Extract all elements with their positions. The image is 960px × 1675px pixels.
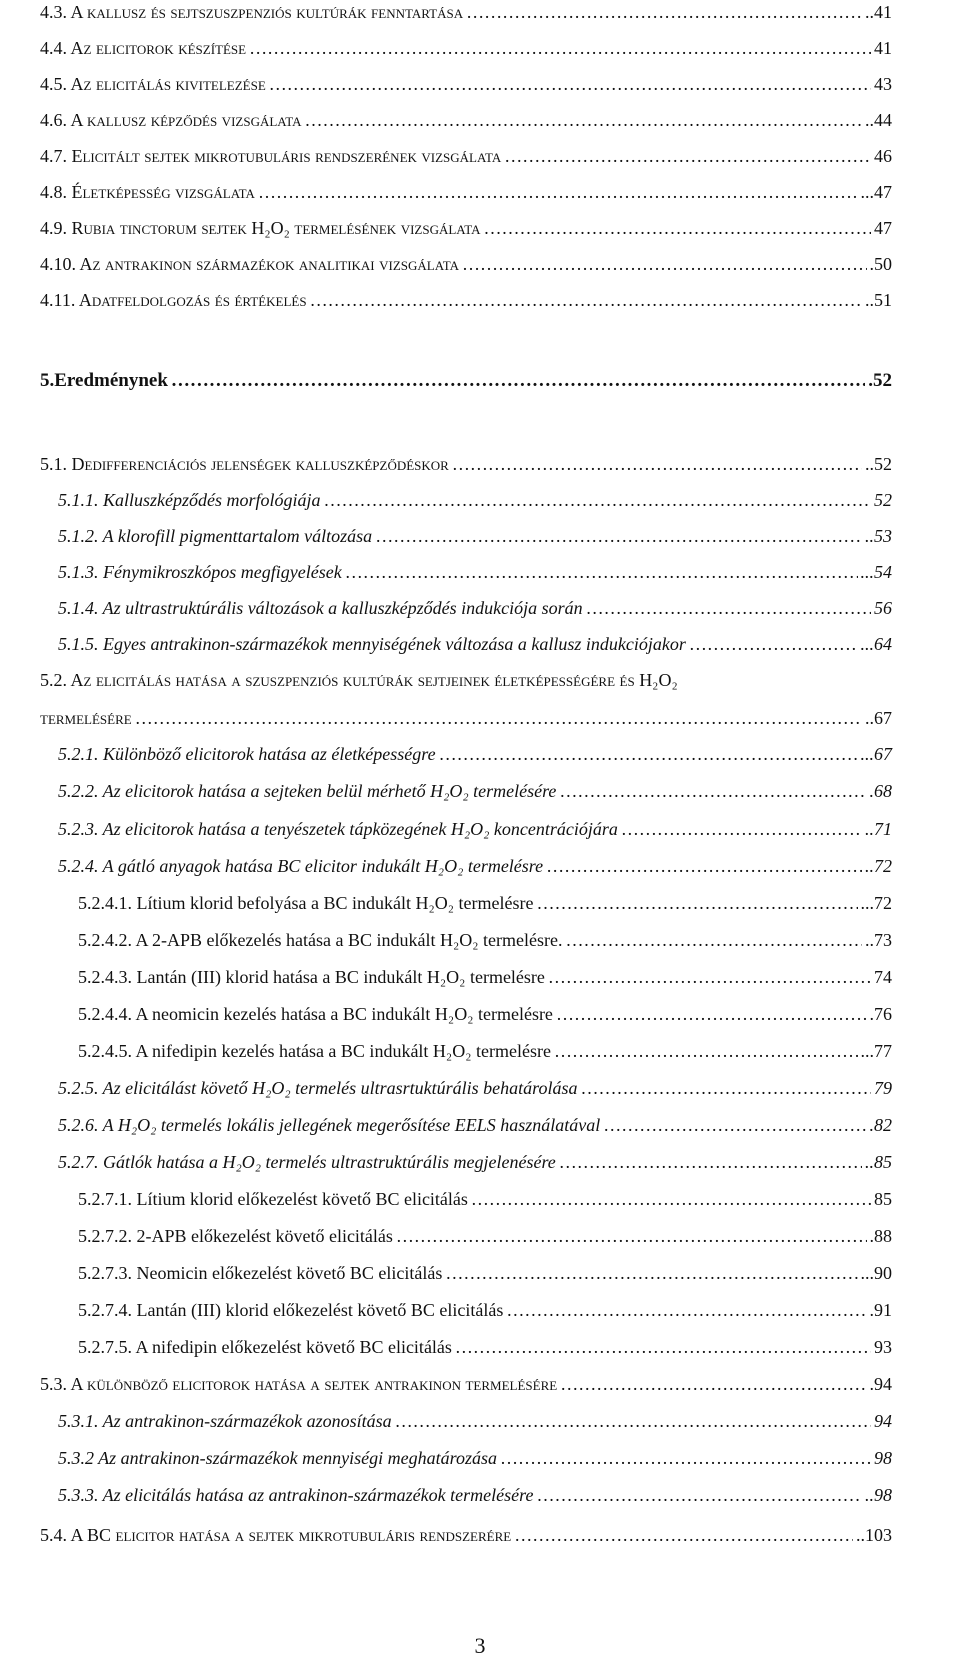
toc-entry-label: 5.2.7.5. A nifedipin előkezelést követő BC elicitálás <box>78 1337 452 1357</box>
dot-leader <box>546 851 862 881</box>
toc-entry-page: ..53 <box>865 526 892 546</box>
toc-entry[interactable] <box>40 213 892 243</box>
dot-leader <box>580 1073 871 1103</box>
toc-entry[interactable] <box>58 851 892 881</box>
dot-leader <box>514 1520 853 1550</box>
toc-entry-page: 56 <box>874 598 892 618</box>
toc-entry[interactable] <box>58 739 892 769</box>
dot-leader <box>484 213 871 243</box>
toc-entry-page: 93 <box>874 1337 892 1357</box>
toc-entry-page: ..67 <box>865 708 892 728</box>
toc-entry-page: ..44 <box>865 110 892 130</box>
toc-entry[interactable] <box>58 593 892 623</box>
toc-entry-label: 4.11. Adatfeldolgozás és értékelés <box>40 290 307 310</box>
toc-entry-page: ..72 <box>865 856 892 876</box>
toc-entry-page: 94 <box>874 1411 892 1431</box>
toc-entry-page: ...54 <box>860 562 892 582</box>
toc-entry-page: ..51 <box>865 290 892 310</box>
toc-entry-page: 85 <box>874 1189 892 1209</box>
toc-entry[interactable] <box>40 1520 892 1550</box>
dot-leader <box>559 776 866 806</box>
dot-leader <box>689 629 858 659</box>
toc-entry-continuation[interactable] <box>40 703 892 733</box>
page-number: 3 <box>474 1633 486 1658</box>
dot-leader <box>445 1258 857 1288</box>
dot-leader <box>548 962 871 992</box>
toc-entry[interactable] <box>58 1480 892 1510</box>
toc-entry-page: ...77 <box>860 1041 892 1061</box>
toc-entry-page: ..71 <box>865 819 892 839</box>
dot-leader <box>439 739 858 769</box>
toc-entry[interactable] <box>40 69 892 99</box>
toc-entry-page: 47 <box>874 218 892 238</box>
toc-entry-page: .82 <box>869 1115 892 1135</box>
toc-entry[interactable] <box>58 557 892 587</box>
toc-entry-page: .91 <box>869 1300 892 1320</box>
toc-entry-label: 5.2.4.3. Lantán (III) klorid hatása a BC indukált H₂O₂ termelésre <box>78 967 545 987</box>
dot-leader <box>466 0 862 27</box>
toc-entry-label: 5.3.3. Az elicitálás hatása az antrakinon-származékok termelésére <box>58 1485 534 1505</box>
toc-entry-label: 4.7. Elicitált sejtek mikrotubuláris rendszerének vizsgálata <box>40 146 502 166</box>
toc-entry-label: 5.1.4. Az ultrastruktúrális változások a kalluszképződés indukciója során <box>58 598 583 618</box>
toc-entry[interactable] <box>58 1443 892 1473</box>
dot-leader <box>471 1184 871 1214</box>
toc-entry-page: ...64 <box>860 634 892 654</box>
toc-entry[interactable] <box>58 776 892 806</box>
toc-entry-label: 4.8. Életképesség vizsgálata <box>40 182 255 202</box>
toc-entry-page: ..98 <box>865 1485 892 1505</box>
toc-entry[interactable] <box>40 141 892 171</box>
dot-leader <box>536 1480 862 1510</box>
toc-entry-label: 5.2.4.1. Lítium klorid befolyása a BC indukált H₂O₂ termelésre <box>78 893 534 913</box>
toc-entry-label: 4.10. Az antrakinon származékok analitikai vizsgálata <box>40 254 459 274</box>
toc-entry[interactable] <box>40 449 892 479</box>
toc-entry-label: 5.Eredménynek <box>40 370 168 391</box>
toc-entry-page: ...72 <box>860 893 892 913</box>
dot-leader <box>396 1221 867 1251</box>
toc-entry-page: .68 <box>869 781 892 801</box>
toc-entry[interactable] <box>78 1184 892 1214</box>
dot-leader <box>452 449 862 479</box>
dot-leader <box>560 1369 866 1399</box>
toc-entry-label: 5.1.1. Kalluszképződés morfológiája <box>58 490 321 510</box>
toc-entry[interactable] <box>78 1295 892 1325</box>
toc-entry-label: 5.2.4. A gátló anyagok hatása BC elicitor indukált H₂O₂ termelésre <box>58 856 544 876</box>
toc-entry-label: termelésére <box>40 708 132 728</box>
toc-entry-label: 5.3. A különböző elicitorok hatása a sejtek antrakinon termelésére <box>40 1374 558 1394</box>
toc-entry-label: 4.9. Rubia tinctorum sejtek H₂O₂ termelésének vizsgálata <box>40 218 481 238</box>
toc-entry-label: 5.2.4.2. A 2-APB előkezelés hatása a BC indukált H₂O₂ termelésre. <box>78 930 563 950</box>
toc-entry-label: 4.6. A kallusz képződés vizsgálata <box>40 110 302 130</box>
toc-entry-label: 5.3.2 Az antrakinon-származékok mennyiségi meghatározása <box>58 1448 497 1468</box>
dot-leader <box>506 1295 866 1325</box>
toc-entry-page: 52 <box>874 490 892 510</box>
dot-leader <box>621 814 862 844</box>
toc-entry-label: 5.4. A BC elicitor hatása a sejtek mikrotubuláris rendszerére <box>40 1525 512 1545</box>
toc-entry[interactable] <box>58 1073 892 1103</box>
dot-leader <box>500 1443 871 1473</box>
toc-entry-page: ..85 <box>865 1152 892 1172</box>
toc-entry[interactable] <box>78 1036 892 1066</box>
dot-leader <box>455 1332 871 1362</box>
toc-entry[interactable] <box>40 33 892 63</box>
toc-entry[interactable] <box>40 105 892 135</box>
toc-entry-label: 4.4. Az elicitorok készítése <box>40 38 247 58</box>
dot-leader <box>305 105 862 135</box>
toc-entry-label: 5.2.2. Az elicitorok hatása a sejteken belül mérhető H₂O₂ termelésére <box>58 781 557 801</box>
toc-entry-page: ..73 <box>865 930 892 950</box>
toc-entry-label: 5.2.4.5. A nifedipin kezelés hatása a BC indukált H₂O₂ termelésre <box>78 1041 551 1061</box>
toc-entry[interactable] <box>40 285 892 315</box>
toc-entry-page: ...67 <box>860 744 892 764</box>
dot-leader <box>310 285 862 315</box>
toc-entry-label: 5.2.1. Különböző elicitorok hatása az életképességre <box>58 744 436 764</box>
toc-entry-page: 74 <box>874 967 892 987</box>
dot-leader <box>135 703 862 733</box>
toc-entry[interactable] <box>78 925 892 955</box>
toc-entry-label: 5.2.7.1. Lítium klorid előkezelést követő BC elicitálás <box>78 1189 468 1209</box>
toc-entry-page: .88 <box>869 1226 892 1246</box>
toc-entry-page: ...47 <box>860 182 892 202</box>
toc-entry-label: 5.2.7.2. 2-APB előkezelést követő elicitálás <box>78 1226 393 1246</box>
toc-entry[interactable] <box>78 999 892 1029</box>
toc-entry[interactable] <box>58 521 892 551</box>
toc-entry-label: 5.2.6. A H₂O₂ termelés lokális jellegének megerősítése EELS használatával <box>58 1115 601 1135</box>
toc-entry-label: 5.1.3. Fénymikroszkópos megfigyelések <box>58 562 342 582</box>
toc-entry-label: 4.3. A kallusz és sejtszuszpenziós kultúrák fenntartása <box>40 2 464 22</box>
toc-entry[interactable] <box>58 1147 892 1177</box>
toc-entry-label: 5.1.2. A klorofill pigmenttartalom változása <box>58 526 373 546</box>
toc-entry-label: 5.2.7.3. Neomicin előkezelést követő BC elicitálás <box>78 1263 443 1283</box>
toc-entry-page: .76 <box>869 1004 892 1024</box>
toc-entry-page: 41 <box>874 38 892 58</box>
toc-entry-label: 5.2.7.4. Lantán (III) klorid előkezelést követő BC elicitálás <box>78 1300 504 1320</box>
dot-leader <box>556 999 867 1029</box>
toc-entry[interactable] <box>40 0 892 27</box>
dot-leader <box>504 141 871 171</box>
dot-leader <box>269 69 871 99</box>
toc-entry-page: .50 <box>869 254 892 274</box>
toc-entry[interactable] <box>58 1110 892 1140</box>
toc-entry[interactable] <box>78 962 892 992</box>
toc-entry-page: 79 <box>874 1078 892 1098</box>
toc-entry[interactable] <box>78 1221 892 1251</box>
toc-entry-page: ..41 <box>865 2 892 22</box>
toc-entry-label: 5.2.7. Gátlók hatása a H₂O₂ termelés ultrastruktúrális megjelenésére <box>58 1152 556 1172</box>
toc-entry[interactable] <box>40 177 892 207</box>
dot-leader <box>324 485 871 515</box>
dot-leader <box>171 366 865 396</box>
dot-leader <box>603 1110 866 1140</box>
toc-entry[interactable] <box>58 814 892 844</box>
toc-entry-page: ..52 <box>865 454 892 474</box>
dot-leader <box>395 1406 871 1436</box>
toc-entry-label: 5.2.4.4. A neomicin kezelés hatása a BC indukált H₂O₂ termelésre <box>78 1004 553 1024</box>
toc-entry-label: 5.1. Dedifferenciációs jelenségek kalluszképződéskor <box>40 454 449 474</box>
dot-leader <box>462 249 867 279</box>
toc-entry[interactable] <box>78 888 892 918</box>
dot-leader <box>565 925 862 955</box>
toc-entry[interactable] <box>40 1369 892 1399</box>
toc-entry-label: 5.2. Az elicitálás hatása a szuszpenziós kultúrák sejtjeinek életképességére és H₂O₂ <box>40 670 678 690</box>
toc-entry-page: ..103 <box>856 1525 892 1545</box>
toc-entry-page: 98 <box>874 1448 892 1468</box>
toc-entry[interactable] <box>78 1258 892 1288</box>
toc-entry-label: 5.2.3. Az elicitorok hatása a tenyészetek tápközegének H₂O₂ koncentrációjára <box>58 819 618 839</box>
toc-entry-label: 5.1.5. Egyes antrakinon-származékok mennyiségének változása a kallusz indukciójakor <box>58 634 686 654</box>
toc-entry[interactable] <box>40 249 892 279</box>
dot-leader <box>554 1036 858 1066</box>
toc-chapter-entry[interactable] <box>40 366 892 396</box>
toc-entry-page: .94 <box>869 1374 892 1394</box>
dot-leader <box>559 1147 862 1177</box>
toc-entry-page: .52 <box>868 370 892 391</box>
toc-entry-label: 5.2.5. Az elicitálást követő H₂O₂ termelés ultrasrtuktúrális behatárolása <box>58 1078 578 1098</box>
toc-entry[interactable] <box>58 485 892 515</box>
toc-entry-page: ...90 <box>860 1263 892 1283</box>
toc-entry-page: 43 <box>874 74 892 94</box>
dot-leader <box>345 557 858 587</box>
dot-leader <box>536 888 857 918</box>
toc-entry-label: 5.3.1. Az antrakinon-származékok azonosítása <box>58 1411 392 1431</box>
toc-entry[interactable] <box>40 665 678 695</box>
toc-entry[interactable] <box>78 1332 892 1362</box>
toc-entry[interactable] <box>58 1406 892 1436</box>
toc-entry-label: 4.5. Az elicitálás kivitelezése <box>40 74 266 94</box>
dot-leader <box>258 177 858 207</box>
toc-entry[interactable] <box>58 629 892 659</box>
dot-leader <box>375 521 862 551</box>
dot-leader <box>249 33 871 63</box>
dot-leader <box>586 593 871 623</box>
toc-entry-page: 46 <box>874 146 892 166</box>
